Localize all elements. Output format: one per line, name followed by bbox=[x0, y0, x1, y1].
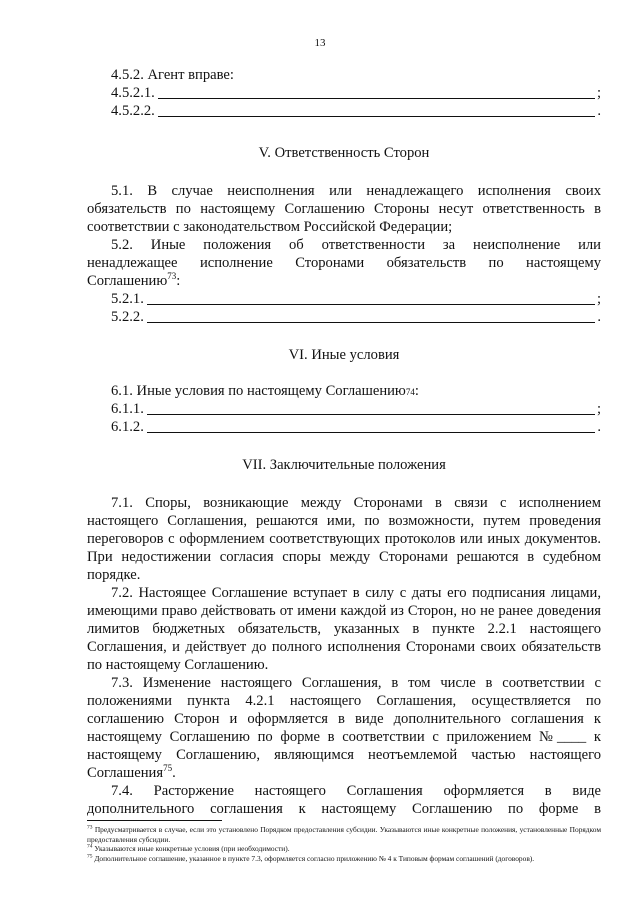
item-number: 6.1.1. bbox=[111, 401, 144, 417]
paragraph-7-1: 7.1. Споры, возникающие между Сторонами в связи с исполнением настоящего Соглашения, решаются ими, по возможности, путем проведения переговоров с оформлением соответствующих протоколов или иных документов. При недостижении согласия споры между Сторонами решаются в судебном порядке. bbox=[87, 495, 601, 583]
item-number: 5.2.2. bbox=[111, 309, 144, 325]
paragraph-5-1: 5.1. В случае неисполнения или ненадлежащего исполнения своих обязательств по настоящему Соглашению Стороны несут ответственность в соответствии с законодательством Российской Федерации; bbox=[87, 183, 601, 235]
blank-line bbox=[147, 321, 596, 323]
paragraph-7-4: 7.4. Расторжение настоящего Соглашения оформляется в виде дополнительного соглашения к настоящему Соглашению по форме в bbox=[87, 783, 601, 817]
paragraph-7-3: 7.3. Изменение настоящего Соглашения, в том числе в соответствии с положениями пункта 4.2.1 настоящего Соглашения, осуществляется по соглашению Сторон и оформляется в виде дополнительного соглашения к настоящему Соглашению по форме в соответствии с приложением №____ к настоящему Соглашению, являющимся неотъемлемой частью настоящего Соглашения$^{75}$. bbox=[87, 675, 601, 781]
fill-line-item: 4.5.2.1. ; bbox=[111, 85, 601, 101]
agent-rights-heading: 4.5.2. Агент вправе: bbox=[111, 67, 234, 83]
blank-line bbox=[158, 115, 596, 117]
paragraph-5-2-end: Соглашению$^{73}$: bbox=[87, 271, 181, 289]
paragraph-5-2-line: 5.2. Иные положения об ответственности за неисполнение или bbox=[111, 237, 601, 253]
footnote-ref-73: 73 bbox=[167, 271, 177, 282]
footnote-ref-75: 75 bbox=[163, 763, 173, 774]
blank-line bbox=[147, 431, 596, 433]
section-title-vii: VII. Заключительные положения bbox=[242, 457, 446, 473]
blank-line bbox=[158, 97, 595, 99]
fill-line-item: 5.2.2. . bbox=[111, 309, 601, 325]
paragraph-5-2-line: ненадлежащее исполнение Сторонами обязательств по настоящему bbox=[87, 255, 601, 271]
fill-line-item: 6.1.2. . bbox=[111, 419, 601, 435]
document-body bbox=[87, 66, 601, 818]
item-number: 5.2.1. bbox=[111, 291, 144, 307]
fill-line-item: 6.1.1. ; bbox=[111, 401, 601, 417]
fill-line-item: 5.2.1. ; bbox=[111, 291, 601, 307]
page-number: 13 bbox=[314, 37, 326, 49]
item-number: 6.1.2. bbox=[111, 419, 144, 435]
blank-line bbox=[147, 413, 595, 415]
section-title-vi: VI. Иные условия bbox=[288, 347, 400, 363]
paragraph-7-2: 7.2. Настоящее Соглашение вступает в силу с даты его подписания лицами, имеющими право действовать от имени каждой из Сторон, но не ранее доведения лимитов бюджетных обязательств, указанных в пункте 2.2.1 настоящего Соглашения, и действует до полного исполнения Сторонами своих обязательств по настоящему Соглашению. bbox=[87, 585, 601, 673]
item-number: 4.5.2.1. bbox=[111, 85, 155, 101]
footnotes bbox=[87, 820, 601, 863]
footnote-divider bbox=[87, 820, 222, 821]
footnote: $^{74}$ Указываются иные конкретные условия (при необходимости). bbox=[87, 843, 290, 854]
footnote: $^{73}$ Предусматривается в случае, если это установлено Порядком предоставления субсидии. Указываются иные конкретные положения, установленные Порядком предоставления субсидии. bbox=[87, 824, 601, 844]
section-title-v: V. Ответственность Сторон bbox=[258, 145, 430, 161]
fill-line-item: 4.5.2.2. . bbox=[111, 103, 601, 119]
item-number: 4.5.2.2. bbox=[111, 103, 155, 119]
paragraph-6-1: 6.1. Иные условия по настоящему Соглашению 74 : bbox=[111, 383, 419, 399]
blank-line bbox=[147, 303, 595, 305]
footnote: $^{75}$ Дополнительное соглашение, указанное в пункте 7.3, оформляется согласно приложению № 4 к Типовым формам соглашений (договоров). bbox=[87, 853, 535, 863]
